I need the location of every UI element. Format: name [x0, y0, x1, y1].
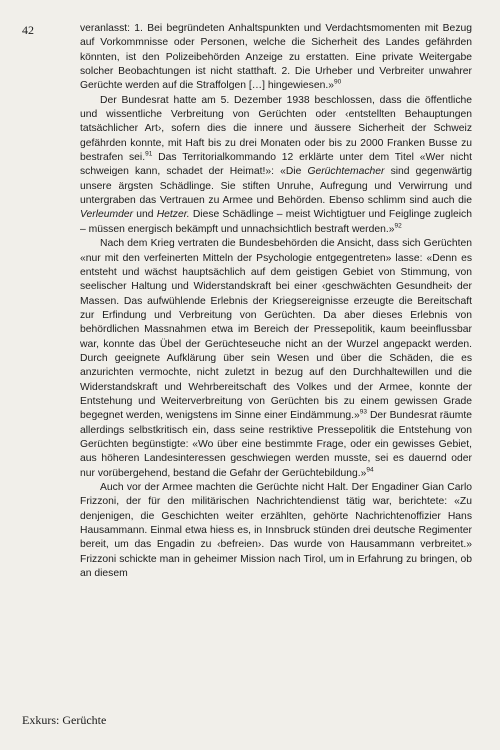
- emphasis: Gerüchtemacher: [307, 166, 385, 178]
- text-run: Auch vor der Armee machten die Gerüchte nicht Halt. Der Engadiner Gian Carlo Frizzoni, der für den militärischen Nachrichtendienst tätig war, berichtete: «Zu denjenigen, die Geschichten weiter erzählten, gehörte Nachrichtenoffizier Hans Hausammann. Einmal etwa hiess es, in Innsbruck stünden drei deutsche Regimenter bereit, um das Engadin zu ‹befreien›. Das wurde von Hausammann verbreitet.» Frizzoni schickte man in geheimer Mission nach Tirol, um in Erfahrung zu bringen, ob an diesem: [80, 482, 472, 580]
- footnote-ref: 92: [394, 222, 402, 230]
- text-run: veranlasst: 1. Bei begründeten Anhaltspunkten und Verdachtsmomenten mit Bezug auf Vorkommnisse oder Personen, welche die Sicherheit des Landes gefährden könnten, ist den Polizeibehörden Anzeige zu erstatten. Eine private Weitergabe solcher Beobachtungen ist nicht statthaft. 2. Die Urheber und Verbreiter unwahrer Gerüchte werden auf die Straffolgen […] hingewiesen.»: [80, 23, 472, 92]
- footnote-ref: 91: [145, 150, 153, 158]
- emphasis: Hetzer.: [156, 209, 190, 221]
- paragraph-p1: [80, 22, 472, 94]
- body-text: [80, 22, 472, 581]
- text-run: Der Bundesrat hatte am 5. Dezember 1938 beschlossen, dass die öffentliche und wissentliche Verbreitung von Gerüchten oder ‹entstellten Behauptungen tatsächlicher Art›, sofern dies die innere und äussere Sicherheit der Schweiz gefährden konnte, mit Haft bis zu drei Monaten oder bis zu 2000 Franken Busse zu bestrafen sei.: [80, 94, 472, 164]
- page-number: 42: [22, 23, 34, 37]
- paragraph-p2: [80, 94, 472, 237]
- footnote-ref: 90: [333, 78, 342, 86]
- emphasis: Verleumder: [80, 209, 134, 221]
- paragraph-p3: [80, 237, 472, 481]
- running-footer: Exkurs: Gerüchte: [22, 713, 107, 727]
- text-run: Nach dem Krieg vertraten die Bundesbehörden die Ansicht, dass sich Gerüchten «nur mit den verfeinerten Mitteln der Psychologie entgegentreten» lasse: «Denn es entsteht und wächst hauptsächlich auf dem geistigen Gebiet von Stimmung, von seelischer Haltung und Widerstandskraft bei einer ‹geschwächten Gesundheit› der Massen. Das aufwühlende Erlebnis der Kriegsereignisse erzeugte die Bereitschaft zur Erfindung und Verbreitung von Gerüchten. Da aber dieses Erlebnis von behördlichen Massnahmen etwa im Bereich der Pressepolitik, kaum beeinflussbar war, konnte das Übel der Gerüchteseuche nicht an der Wurzel angepackt werden. Durch geeignete Aufklärung über sein Wesen und über die Schäden, die es anzurichten vermochte, nicht zuletzt in bezug auf den Durchhaltewillen und die Widerstandskraft und Wehrbereitschaft des Volkes und der Armee, konnte der Entstehung und Weiterverbreitung von Gerüchten bis zu einem gewissen Grade begegnet werden, wenigstens im Sinne einer Eindämmung.»: [80, 238, 472, 422]
- text-run: Das Territorialkommando 12 erklärte unter dem Titel «Wer nicht schweigen kann, schadet der Heimat!»: «Die: [80, 152, 472, 178]
- footnote-ref: 94: [366, 466, 374, 474]
- text-run: Der Bundesrat räumte allerdings selbstkritisch ein, dass seine restriktive Pressepolitik die Entstehung von Gerüchten begünstigte: «Wo über eine bestimmte Frage, oder ein gewisses Gebiet, aus höheren Landesinteressen geschwiegen werden musste, sei es dauernd oder nur vorübergehend, bestand die Gefahr der Gerüchtebildung.»: [80, 410, 472, 479]
- text-run: sind gegenwärtig unsere ärgsten Schädlinge. Sie stiften Unruhe, Aufregung und Verwirrung und untergraben das Vertrauen zu Armee und Behörden. Ebenso schlimm sind auch die: [80, 166, 472, 207]
- text-run: und: [133, 209, 157, 221]
- text-run: Diese Schädlinge – meist Wichtigtuer und Feiglinge zugleich – müssen energisch bekämpft und unnachsichtlich bestraft werden.»: [80, 209, 472, 235]
- paragraph-p4: [80, 481, 472, 581]
- footnote-ref: 93: [359, 408, 367, 416]
